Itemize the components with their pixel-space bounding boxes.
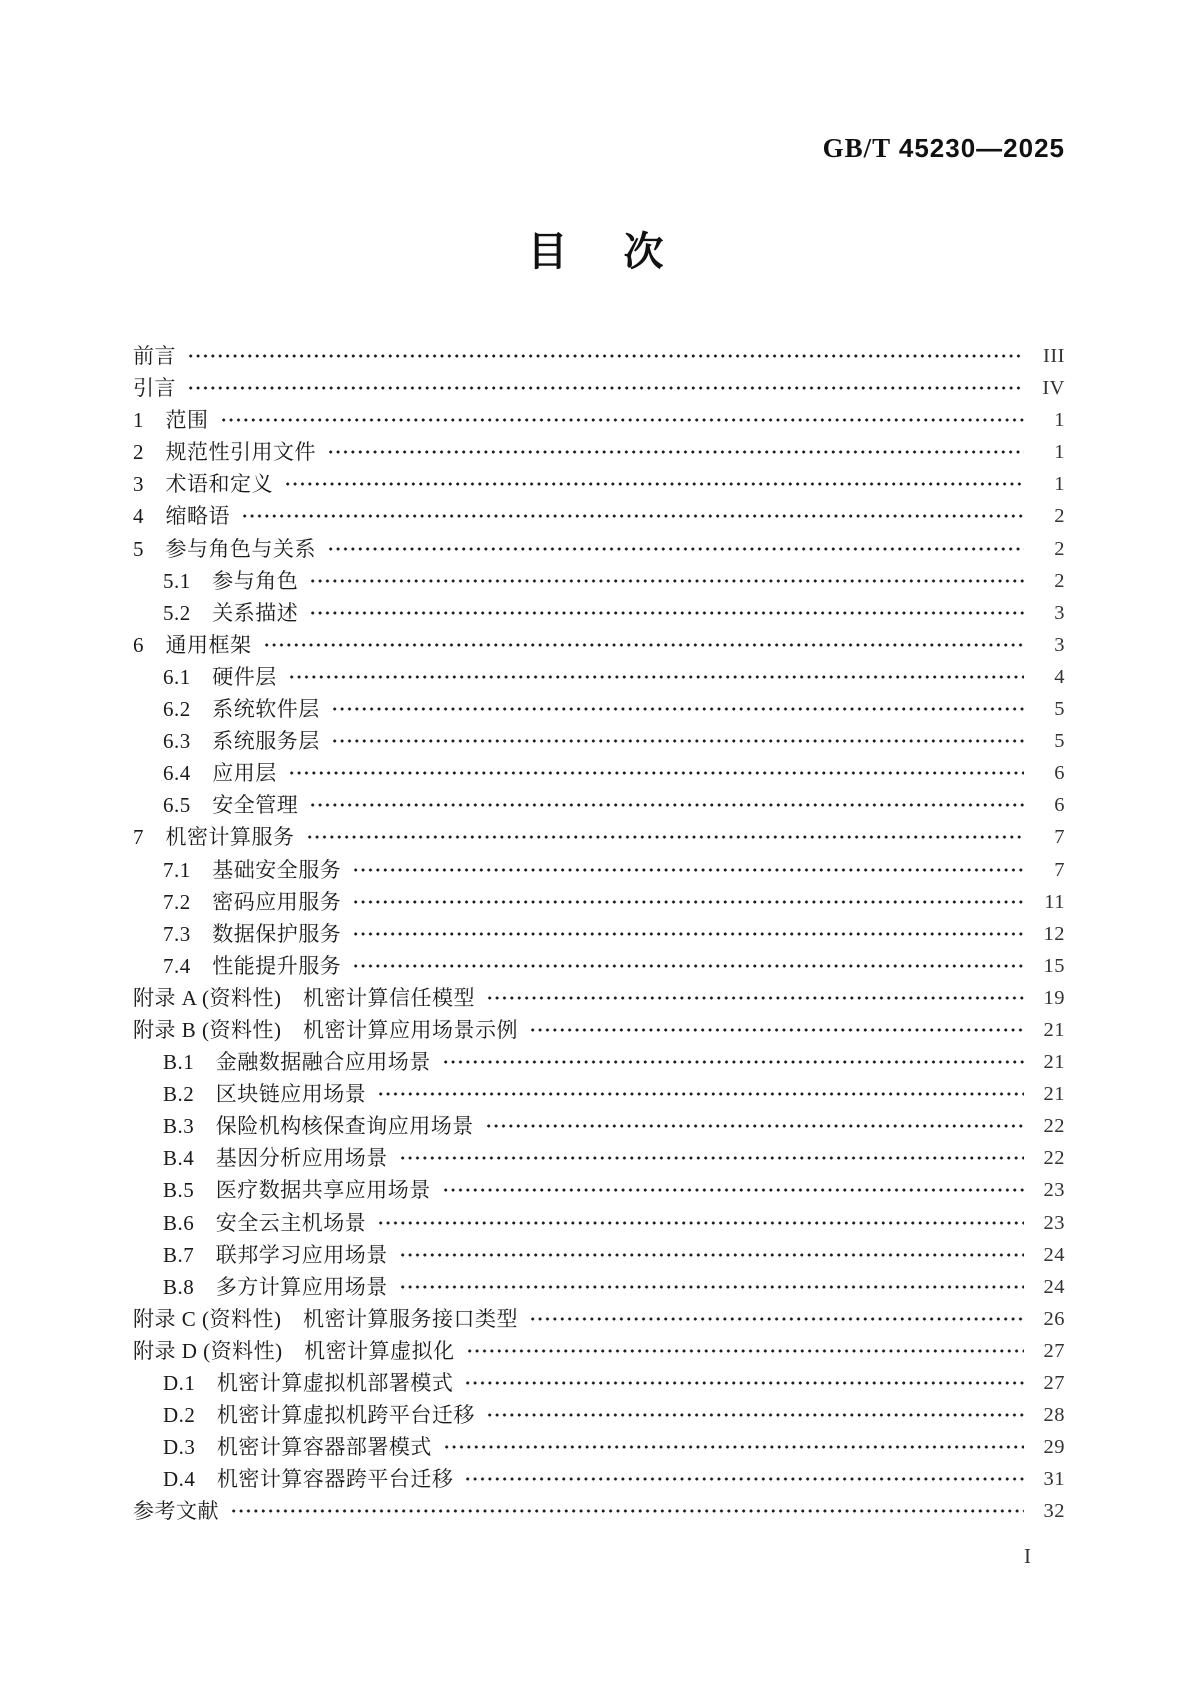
toc-entry-label: 6.2 系统软件层 (163, 697, 320, 722)
toc-entry-label: B.6 安全云主机场景 (163, 1210, 367, 1235)
toc-page-number: III (1043, 345, 1065, 367)
toc-dot-leader (329, 693, 1024, 725)
toc-entry-label: 3 术语和定义 (133, 472, 273, 497)
toc-entry-label: 附录 C (资料性) 机密计算服务接口类型 (133, 1306, 518, 1331)
toc-row (133, 468, 1065, 500)
toc-row (133, 1207, 1065, 1239)
toc-entry-label: D.3 机密计算容器部署模式 (163, 1435, 432, 1460)
toc-dot-leader (307, 597, 1024, 629)
toc-dot-leader (304, 821, 1025, 853)
toc-page-number: 4 (1054, 665, 1065, 688)
toc-page-number: 23 (1043, 1211, 1065, 1234)
toc-row (133, 725, 1065, 757)
toc-page-number: 6 (1054, 762, 1065, 785)
toc-row (133, 1367, 1065, 1399)
toc-row (133, 1046, 1065, 1078)
toc-entry-label: 5 参与角色与关系 (133, 536, 316, 561)
toc-row (133, 693, 1065, 725)
toc-page-number: IV (1042, 377, 1065, 400)
toc-entry-label: 7.1 基础安全服务 (163, 857, 342, 882)
toc-entry-label: 6 通用框架 (133, 632, 252, 657)
toc-entry-label: 6.1 硬件层 (163, 664, 277, 689)
toc-page-number: 26 (1043, 1307, 1065, 1330)
toc-page-number: 5 (1054, 730, 1065, 753)
standard-prefix: GB/T (822, 133, 892, 163)
toc-dot-leader (440, 1046, 1024, 1078)
toc-page-number: 2 (1054, 569, 1065, 592)
toc-dot-leader (397, 1239, 1024, 1271)
toc-dot-leader (462, 1367, 1024, 1399)
toc-row (133, 597, 1065, 629)
toc-row (133, 1174, 1065, 1206)
toc-dot-leader (484, 1399, 1024, 1431)
toc-dot-leader (325, 533, 1024, 565)
toc-dot-leader (239, 500, 1024, 532)
toc-entry-label: B.8 多方计算应用场景 (163, 1274, 388, 1299)
toc-entry-label: D.4 机密计算容器跨平台迁移 (163, 1467, 454, 1492)
toc-row (133, 372, 1065, 404)
toc-dot-leader (325, 436, 1024, 468)
toc-row (133, 982, 1065, 1014)
toc-entry-label: 7.4 性能提升服务 (163, 953, 342, 978)
toc-entry-label: B.3 保险机构核保查询应用场景 (163, 1114, 474, 1139)
toc-entry-label: 6.3 系统服务层 (163, 729, 320, 754)
toc-page-number: 11 (1044, 890, 1065, 913)
standard-number (823, 133, 1065, 164)
toc-entry-label: B.7 联邦学习应用场景 (163, 1242, 388, 1267)
toc-dot-leader (286, 757, 1024, 789)
toc-entry-label: 6.4 应用层 (163, 761, 277, 786)
toc-entry-label: 7.2 密码应用服务 (163, 889, 342, 914)
toc-entry-label: 参考文献 (133, 1499, 219, 1524)
toc-dot-leader (375, 1078, 1024, 1110)
toc-page-number: 32 (1043, 1500, 1065, 1523)
toc-page-number: 5 (1054, 698, 1065, 721)
toc-row (133, 1078, 1065, 1110)
toc-row (133, 1463, 1065, 1495)
toc-page-number: 22 (1043, 1115, 1065, 1138)
toc-page-number: 24 (1043, 1243, 1065, 1266)
toc-dot-leader (484, 982, 1024, 1014)
toc-page-number: 28 (1043, 1404, 1065, 1427)
toc-row (133, 404, 1065, 436)
toc-entry-label: 附录 A (资料性) 机密计算信任模型 (133, 985, 475, 1010)
toc-dot-leader (350, 918, 1024, 950)
toc-row (133, 821, 1065, 853)
toc-row (133, 1271, 1065, 1303)
toc-row (133, 854, 1065, 886)
toc-row (133, 565, 1065, 597)
toc-dot-leader (218, 404, 1025, 436)
toc-page-number: 1 (1054, 441, 1065, 464)
toc-page-number: 31 (1043, 1468, 1065, 1491)
toc-entry-label: 2 规范性引用文件 (133, 440, 316, 465)
toc-entry-label: B.1 金融数据融合应用场景 (163, 1050, 431, 1075)
toc-dot-leader (350, 950, 1024, 982)
toc-dot-leader (286, 661, 1024, 693)
toc-entry-label: B.4 基因分析应用场景 (163, 1146, 388, 1171)
toc-page-number: 24 (1043, 1275, 1065, 1298)
toc-row (133, 1303, 1065, 1335)
toc-row (133, 661, 1065, 693)
footer-page-number: I (1024, 1544, 1031, 1568)
toc-row (133, 1110, 1065, 1142)
toc-row (133, 1431, 1065, 1463)
standard-number-digits: 45230—2025 (898, 133, 1065, 163)
toc-dot-leader (185, 372, 1024, 404)
toc-row (133, 950, 1065, 982)
toc-entry-label: B.5 医疗数据共享应用场景 (163, 1178, 431, 1203)
toc-page-number: 23 (1043, 1179, 1065, 1202)
toc-dot-leader (350, 854, 1024, 886)
toc-entry-label: 1 范围 (133, 408, 209, 433)
toc-page-number: 2 (1054, 537, 1065, 560)
toc-page-number: 27 (1043, 1339, 1065, 1362)
toc-dot-leader (527, 1014, 1024, 1046)
toc-entry-label: 7 机密计算服务 (133, 825, 295, 850)
toc-row (133, 1495, 1065, 1527)
toc-dot-leader (307, 565, 1024, 597)
toc-dot-leader (350, 886, 1024, 918)
toc-entry-label: 4 缩略语 (133, 504, 230, 529)
toc-entry-label: 6.5 安全管理 (163, 793, 299, 818)
toc-dot-leader (375, 1207, 1024, 1239)
toc-dot-leader (462, 1463, 1024, 1495)
toc-entry-label: B.2 区块链应用场景 (163, 1082, 367, 1107)
toc-entry-label: 引言 (133, 376, 176, 401)
toc-row (133, 629, 1065, 661)
toc-entry-label: D.1 机密计算虚拟机部署模式 (163, 1371, 454, 1395)
toc-dot-leader (397, 1271, 1024, 1303)
toc-row (133, 533, 1065, 565)
toc-entry-label: 7.3 数据保护服务 (163, 921, 342, 946)
toc-dot-leader (464, 1335, 1024, 1367)
toc-row (133, 436, 1065, 468)
toc-row (133, 1335, 1065, 1367)
toc-row (133, 340, 1065, 372)
toc-page-number: 7 (1054, 858, 1065, 881)
toc-page-number: 3 (1054, 601, 1065, 624)
toc-dot-leader (282, 468, 1024, 500)
toc-page-number: 3 (1054, 633, 1065, 656)
toc-page-number: 1 (1054, 409, 1065, 432)
toc-dot-leader (440, 1174, 1024, 1206)
toc-page-number: 21 (1043, 1018, 1065, 1041)
toc-entry-label: 前言 (133, 344, 176, 368)
toc-dot-leader (329, 725, 1024, 757)
toc-row (133, 1142, 1065, 1174)
toc-entry-label: 5.1 参与角色 (163, 568, 299, 593)
toc-row (133, 757, 1065, 789)
page-title-char-1: 目 (527, 229, 568, 274)
toc-page-number: 29 (1043, 1436, 1065, 1459)
toc-page-number: 19 (1043, 986, 1065, 1009)
toc-dot-leader (307, 789, 1024, 821)
toc-row (133, 1239, 1065, 1271)
toc-page-number: 27 (1043, 1372, 1065, 1394)
toc-page-number: 21 (1043, 1083, 1065, 1106)
toc-dot-leader (441, 1431, 1024, 1463)
toc-page-number: 22 (1043, 1147, 1065, 1170)
toc-page-number: 12 (1043, 922, 1065, 945)
page-title-char-2: 次 (623, 229, 664, 274)
toc-dot-leader (397, 1142, 1024, 1174)
page-title (0, 220, 1191, 277)
toc-row (133, 500, 1065, 532)
toc-dot-leader (185, 340, 1024, 372)
toc-row (133, 918, 1065, 950)
toc-entry-label: 附录 B (资料性) 机密计算应用场景示例 (133, 1017, 518, 1042)
toc-row (133, 789, 1065, 821)
toc-entry-label: 附录 D (资料性) 机密计算虚拟化 (133, 1338, 455, 1363)
toc-page-number: 7 (1054, 826, 1065, 849)
toc-row (133, 886, 1065, 918)
toc-entry-label: 5.2 关系描述 (163, 600, 299, 625)
toc-page-number: 21 (1043, 1051, 1065, 1074)
toc-page-number: 6 (1054, 794, 1065, 817)
toc-entry-label: D.2 机密计算虚拟机跨平台迁移 (163, 1403, 475, 1428)
toc-row (133, 1399, 1065, 1431)
toc-dot-leader (261, 629, 1025, 661)
toc-page-number: 15 (1043, 954, 1065, 977)
toc-row (133, 1014, 1065, 1046)
toc-dot-leader (228, 1495, 1024, 1527)
toc-dot-leader (483, 1110, 1024, 1142)
toc-dot-leader (527, 1303, 1024, 1335)
toc-page-number: 1 (1054, 473, 1065, 496)
toc-page-number: 2 (1054, 505, 1065, 528)
toc-list (133, 340, 1065, 1527)
